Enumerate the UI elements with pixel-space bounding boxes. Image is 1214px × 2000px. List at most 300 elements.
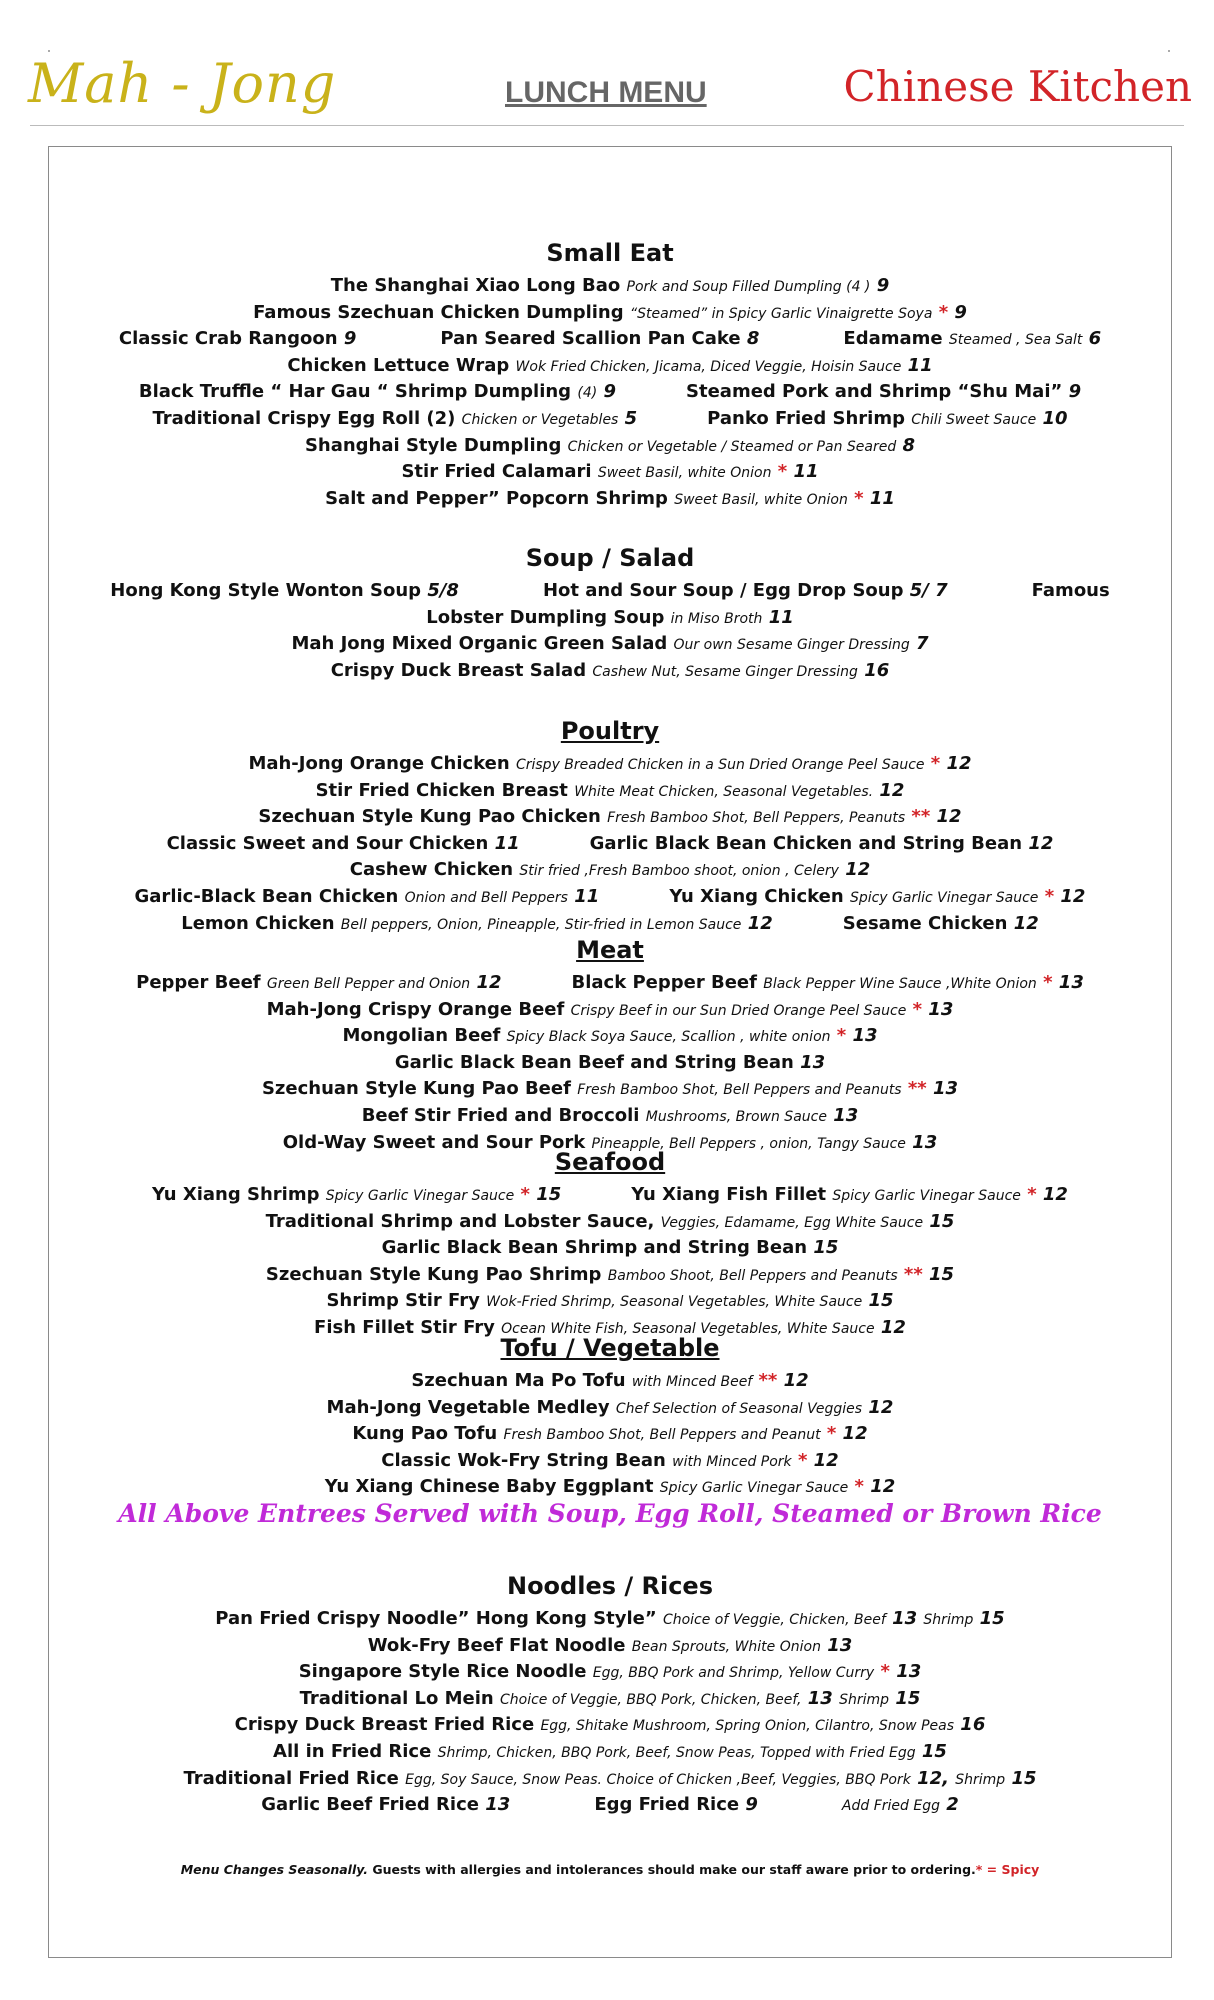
spicy-key: * = Spicy [975,1862,1040,1877]
item-name: Garlic Black Bean Shrimp and String Bean [381,1237,808,1259]
menu-item [842,1792,959,1819]
menu-item [273,1741,947,1762]
menu-line [49,433,1171,460]
section-title-text: Poultry [560,717,660,745]
item-name: Yu Xiang Chicken [669,886,844,907]
menu-line [49,631,1171,658]
item-name: Szechuan Ma Po Tofu [411,1370,626,1391]
item-price: 6 [1088,328,1102,350]
item-description: Fresh Bamboo Shot, Bell Peppers and Peanuts [577,1082,902,1099]
item-price: 12 [476,972,502,993]
item-name: Crispy Duck Breast Salad [330,659,587,681]
item-price: 13 [1058,972,1084,993]
section-title [49,1572,1171,1600]
menu-item [253,302,967,323]
item-name: Crispy Duck Breast Fried Rice [234,1714,535,1736]
menu-line [49,1448,1171,1475]
item-description: Our own Sesame Ginger Dressing [673,637,910,654]
item-name: Lobster Dumpling Soup [426,606,665,628]
item-name: Hong Kong Style Wonton Soup [110,580,422,601]
spicy-marker: * [854,487,864,509]
item-description: Pork and Soup Filled Dumpling (4 ) [626,279,871,295]
menu-line [49,1182,1171,1209]
item-name: Salt and Pepper” Popcorn Shrimp [325,487,668,509]
item-price: 11 [494,832,520,854]
item-description: Bell peppers, Onion, Pineapple, Stir-fried in Lemon Sauce [340,916,742,933]
entree-banner: All Above Entrees Served with Soup, Egg Roll, Steamed or Brown Rice [118,1499,1102,1528]
menu-item [300,1688,921,1709]
spicy-marker: * [1043,972,1053,993]
spicy-marker: * [777,461,788,483]
menu-item [261,1792,510,1819]
menu-item [266,1264,954,1285]
spicy-marker: * [880,1661,890,1683]
menu-item [707,406,1067,433]
menu-item [426,607,794,628]
menu-item [135,884,600,911]
menu-item [287,355,932,376]
menu-line [49,1076,1171,1103]
menu-line [49,1368,1171,1395]
menu-line [49,578,1171,604]
item-name: Szechuan Style Kung Pao Beef [261,1078,571,1100]
item-price: 15 [929,1263,955,1285]
item-price: 12 [1060,886,1086,907]
item-name: Pan Fried Crispy Noodle” Hong Kong Style” [215,1608,657,1629]
menu-line [49,1659,1171,1686]
menu-line [49,911,1171,938]
header-divider [30,125,1184,126]
menu-line [49,884,1171,911]
item-price: 13 [892,1608,918,1629]
spicy-marker: ** [903,1263,923,1285]
menu-line [49,1792,1171,1819]
item-price: 12 [868,1396,894,1418]
item-price: 12 [1013,912,1039,934]
menu-item [110,578,459,604]
item-name: Yu Xiang Chinese Baby Eggplant [324,1476,654,1498]
menu-item [686,379,1081,406]
menu-line [49,804,1171,831]
item-name: Sesame Chicken [842,912,1008,934]
item-price: 9 [1068,381,1082,403]
item-price: 11 [768,606,794,628]
section-title-text: Soup / Salad [525,544,695,572]
item-price: 12 [870,1476,896,1498]
item-price: 13 [928,998,954,1020]
item-price-alt: 15 [979,1608,1005,1629]
section-title-text: Small Eat [546,239,674,267]
item-price-alt: 15 [895,1687,921,1709]
menu-item [235,1714,986,1735]
menu-item [440,326,759,353]
item-description: (4) [577,385,598,402]
item-name: Famous [1031,580,1110,601]
menu-line [49,273,1171,300]
menu-line [49,406,1171,433]
menu-item [401,461,818,482]
menu-item [258,806,961,827]
menu-item [291,633,928,654]
item-name: Kung Pao Tofu [352,1423,498,1445]
spicy-marker: * [826,1423,837,1445]
item-description: Fresh Bamboo Shot, Bell Peppers, Peanuts [607,810,906,827]
menu-line [49,997,1171,1024]
menu-line [49,831,1171,857]
item-name: Black Pepper Beef [571,972,757,993]
menu-item [669,884,1085,911]
menu-item [305,435,915,456]
menu-item [843,911,1039,938]
item-description: Chicken or Vegetable / Steamed or Pan Seared [567,438,897,455]
item-name: Garlic Black Bean Beef and String Bean [394,1051,794,1073]
item-price: 12 [845,859,871,881]
menu-line [49,1712,1171,1739]
item-name: Shrimp Stir Fry [326,1290,480,1312]
item-price: 16 [960,1714,986,1736]
item-price: 12 [879,779,905,801]
item-price: 9 [603,381,617,403]
item-price: 12, [917,1767,949,1789]
item-price: 11 [793,461,819,483]
item-description: Mushrooms, Brown Sauce [645,1109,827,1125]
menu-line [49,1739,1171,1766]
item-name: Yu Xiang Shrimp [152,1184,320,1205]
item-price: 11 [869,487,895,509]
item-price: 2 [946,1794,959,1816]
item-price: 13 [852,1025,878,1047]
decorative-dot [48,50,50,52]
item-name: Mah-Jong Vegetable Medley [326,1396,610,1418]
item-name: Black Truffle “ Har Gau “ Shrimp Dumpling [138,381,572,403]
item-price: 9 [876,275,890,296]
menu-item [342,1025,877,1046]
item-description: “Steamed” in Spicy Garlic Vinaigrette Soya [629,305,933,322]
item-description: Spicy Garlic Vinegar Sauce [832,1188,1021,1204]
item-name: Singapore Style Rice Noodle [298,1661,587,1683]
item-description: Chef Selection of Seasonal Veggies [615,1400,863,1417]
menu-line [49,1606,1171,1633]
section-title-text: Meat [576,936,644,964]
item-name: Wok-Fry Beef Flat Noodle [367,1634,626,1656]
section-title [49,1334,1171,1362]
item-name: Steamed Pork and Shrimp “Shu Mai” [686,381,1063,403]
item-name: Traditional Fried Rice [183,1767,399,1789]
menu-item [326,1290,893,1311]
item-description: Add Fried Egg [841,1798,940,1815]
item-name: Garlic Beef Fried Rice [261,1794,479,1816]
spicy-marker: * [912,998,923,1020]
item-name: Stir Fried Chicken Breast [315,779,568,801]
item-price: 9 [343,328,357,350]
menu-item [119,326,357,353]
menu-item [843,326,1101,353]
item-price: 12 [946,753,972,774]
item-price: 13 [896,1661,922,1683]
item-price: 16 [864,659,890,681]
menu-line [49,459,1171,486]
menu-line [49,1288,1171,1315]
menu-item [267,999,954,1020]
item-name: Mah-Jong Crispy Orange Beef [266,998,565,1020]
item-option: Shrimp [839,1691,890,1708]
item-description: in Miso Broth [670,610,763,627]
restaurant-subtitle-logo: Chinese Kitchen [843,62,1192,111]
item-price: 5/ 7 [909,580,948,601]
item-name: Szechuan Style Kung Pao Shrimp [265,1263,602,1285]
item-option: Shrimp [923,1612,974,1628]
menu-item [543,578,948,604]
menu-line [49,1235,1171,1261]
item-description: White Meat Chicken, Seasonal Vegetables. [574,783,874,800]
menu-item [139,379,616,406]
item-price: 8 [746,328,760,350]
item-name: Mah-Jong Orange Chicken [248,753,510,774]
item-option: Shrimp [955,1771,1006,1788]
item-price: 13 [485,1794,511,1816]
item-description: Egg, Soy Sauce, Snow Peas. Choice of Chicken ,Beef, Veggies, BBQ Pork [405,1771,911,1788]
item-description: Spicy Garlic Vinegar Sauce [325,1188,515,1204]
menu-line [49,751,1171,778]
item-name: Fish Fillet Stir Fry [314,1317,495,1338]
item-description: Wok-Fried Shrimp, Seasonal Vegetables, White Sauce [486,1294,863,1311]
menu-item [350,859,871,880]
menu-item [183,1768,1036,1789]
item-description: Choice of Veggie, Chicken, Beef [662,1612,886,1628]
item-price: 13 [912,1131,938,1153]
menu-item [382,1237,839,1258]
menu-item [352,1423,867,1444]
item-price: 11 [907,354,933,376]
item-price: 12 [936,806,962,828]
menu-item [631,1182,1068,1209]
item-description: Choice of Veggie, BBQ Pork, Chicken, Beef, [500,1691,802,1708]
menu-line [49,1474,1171,1501]
spicy-marker: ** [911,806,931,828]
menu-line [49,658,1171,685]
spicy-marker: * [797,1449,808,1471]
menu-line [49,1209,1171,1236]
item-price: 12 [842,1423,868,1445]
menu-item [572,970,1084,997]
menu-item [325,488,895,509]
menu-item [316,780,905,801]
item-name: Traditional Crispy Egg Roll (2) [152,408,456,429]
menu-item [181,911,773,938]
item-name: Mongolian Beef [342,1025,501,1047]
item-name: Garlic-Black Bean Chicken [134,886,399,907]
menu-item [248,753,971,774]
menu-line [49,486,1171,513]
item-description: Veggies, Edamame, Egg White Sauce [660,1214,924,1231]
menu-item [368,1635,853,1656]
item-description: Ocean White Fish, Seasonal Vegetables, White Sauce [501,1321,875,1337]
menu-item [411,1370,808,1391]
spicy-marker: * [1044,886,1055,907]
menu-item [594,1792,758,1819]
item-description: Shrimp, Chicken, BBQ Pork, Beef, Snow Peas, Topped with Fried Egg [437,1745,916,1761]
item-description: Stir fried ,Fresh Bamboo shoot, onion , Celery [519,863,839,880]
menu-line [49,1050,1171,1076]
menu-line [49,778,1171,805]
item-price: 12 [813,1449,839,1471]
item-name: Mah Jong Mixed Organic Green Salad [291,633,668,655]
spicy-marker: * [836,1025,847,1047]
item-description: Black Pepper Wine Sauce ,White Onion [763,976,1037,992]
item-description: Wok Fried Chicken, Jicama, Diced Veggie, Hoisin Sauce [515,358,902,375]
item-description: Onion and Bell Peppers [404,890,568,906]
footer-allergy-note: Guests with allergies and intolerances should make our staff aware prior to ordering. [367,1862,976,1877]
menu-line [49,300,1171,327]
section-title [49,544,1171,572]
decorative-dot [1168,50,1170,52]
menu-line [49,1262,1171,1289]
item-name: Cashew Chicken [349,859,514,881]
menu-item [1032,578,1110,604]
item-price: 10 [1042,408,1068,429]
menu-item [215,1608,1004,1629]
item-name: Hot and Sour Soup / Egg Drop Soup [542,580,904,601]
item-price: 11 [574,886,600,907]
menu-line [49,1421,1171,1448]
menu-item [331,660,890,681]
item-description: Spicy Black Soya Sauce, Scallion , white onion [506,1029,831,1046]
menu-line [49,1103,1171,1130]
item-name: Stir Fried Calamari [401,461,592,483]
item-name: Lemon Chicken [181,912,335,934]
item-price: 9 [954,301,967,323]
item-name: All in Fried Rice [273,1741,432,1762]
menu-item [136,970,501,997]
restaurant-logo: Mah - Jong [28,52,337,115]
item-price: 5 [624,408,638,429]
item-description: with Minced Beef [631,1374,753,1390]
item-price: 15 [929,1210,955,1232]
item-description: Pineapple, Bell Peppers , onion, Tangy Sauce [591,1135,906,1152]
menu-line [49,1023,1171,1050]
menu-item [362,1105,859,1126]
item-description: Bamboo Shoot, Bell Peppers and Peanuts [607,1267,898,1284]
item-price: 13 [827,1634,853,1656]
menu-line [49,1766,1171,1793]
spicy-marker: * [854,1476,864,1498]
menu-item [325,1476,896,1497]
item-price: 5/8 [427,580,459,601]
menu-line [49,1686,1171,1713]
item-price: 13 [833,1105,859,1126]
menu-item [327,1397,894,1418]
item-description: Bean Sprouts, White Onion [631,1638,821,1655]
item-price-alt: 15 [1011,1767,1037,1789]
item-name: Traditional Lo Mein [299,1687,494,1709]
menu-line [49,1395,1171,1422]
spicy-marker: ** [907,1078,927,1100]
menu-line [49,326,1171,353]
item-price: 12 [747,912,773,934]
menu-line [49,1633,1171,1660]
menu-item [167,831,520,857]
menu-item [299,1661,922,1682]
item-description: Crispy Beef in our Sun Dried Orange Peel Sauce [570,1002,907,1019]
item-description: Spicy Garlic Vinegar Sauce [849,890,1039,906]
section-title-text: Noodles / Rices [506,1572,713,1600]
item-name: Panko Fried Shrimp [707,408,905,429]
section-title-text: Seafood [554,1148,666,1176]
menu-item [152,1182,561,1209]
item-name: Yu Xiang Fish Fillet [631,1184,827,1205]
spicy-marker: ** [758,1370,778,1391]
item-description: Crispy Breaded Chicken in a Sun Dried Orange Peel Sauce [515,757,925,773]
menu-line [49,857,1171,884]
item-name: Garlic Black Bean Chicken and String Bean [589,832,1023,854]
spicy-marker: * [938,301,949,323]
item-name: Famous Szechuan Chicken Dumpling [253,301,624,323]
item-name: Pan Seared Scallion Pan Cake [440,328,741,350]
item-price: 8 [902,434,916,456]
item-price: 9 [745,1794,758,1816]
item-name: Classic Wok-Fry String Bean [381,1449,666,1471]
spicy-marker: * [520,1184,530,1205]
menu-footer [49,1862,1171,1877]
menu-item [381,1450,838,1471]
section-title [49,936,1171,964]
item-name: Edamame [843,328,943,350]
section-title-text: Tofu / Vegetable [500,1334,720,1362]
menu-item [266,1211,955,1232]
item-name: Beef Stir Fried and Broccoli [361,1105,640,1126]
item-price: 12 [880,1317,906,1338]
item-name: Egg Fried Rice [594,1794,740,1816]
item-price: 15 [868,1290,894,1312]
item-description: Egg, BBQ Pork and Shrimp, Yellow Curry [592,1665,875,1682]
menu-frame [48,146,1172,1958]
item-description: Egg, Shitake Mushroom, Spring Onion, Cilantro, Snow Peas [540,1718,955,1735]
item-name: Classic Sweet and Sour Chicken [166,832,489,854]
item-price: 13 [800,1051,826,1073]
spicy-marker: * [930,753,941,774]
menu-item [590,831,1054,857]
menu-item [395,1052,825,1073]
item-name: Shanghai Style Dumpling [304,434,562,456]
item-price: 15 [536,1184,562,1205]
item-description: with Minced Pork [672,1453,792,1470]
item-description: Cashew Nut, Sesame Ginger Dressing [592,663,858,680]
menu-line [49,379,1171,406]
item-name: Szechuan Style Kung Pao Chicken [258,806,601,828]
item-price: 13 [933,1078,959,1100]
item-name: The Shanghai Xiao Long Bao [330,275,621,296]
item-name: Pepper Beef [136,972,261,993]
item-price: 15 [813,1237,839,1259]
page-title: LUNCH MENU [505,76,707,109]
menu-line [49,970,1171,997]
item-name: Chicken Lettuce Wrap [287,354,510,376]
menu-item [331,275,889,296]
item-description: Chili Sweet Sauce [911,412,1037,428]
item-description: Green Bell Pepper and Onion [266,976,471,992]
menu-line [49,605,1171,632]
footer-seasonal-note: Menu Changes Seasonally. [180,1862,368,1877]
section-title [49,239,1171,267]
section-title [49,717,1171,745]
item-description: Fresh Bamboo Shot, Bell Peppers and Peanut [503,1427,821,1444]
item-name: Classic Crab Rangoon [118,328,338,350]
item-price: 7 [916,633,929,655]
item-description: Spicy Garlic Vinegar Sauce [659,1480,849,1497]
item-price: 12 [1028,832,1054,854]
item-name: Traditional Shrimp and Lobster Sauce, [265,1210,655,1232]
item-price: 15 [921,1741,947,1762]
